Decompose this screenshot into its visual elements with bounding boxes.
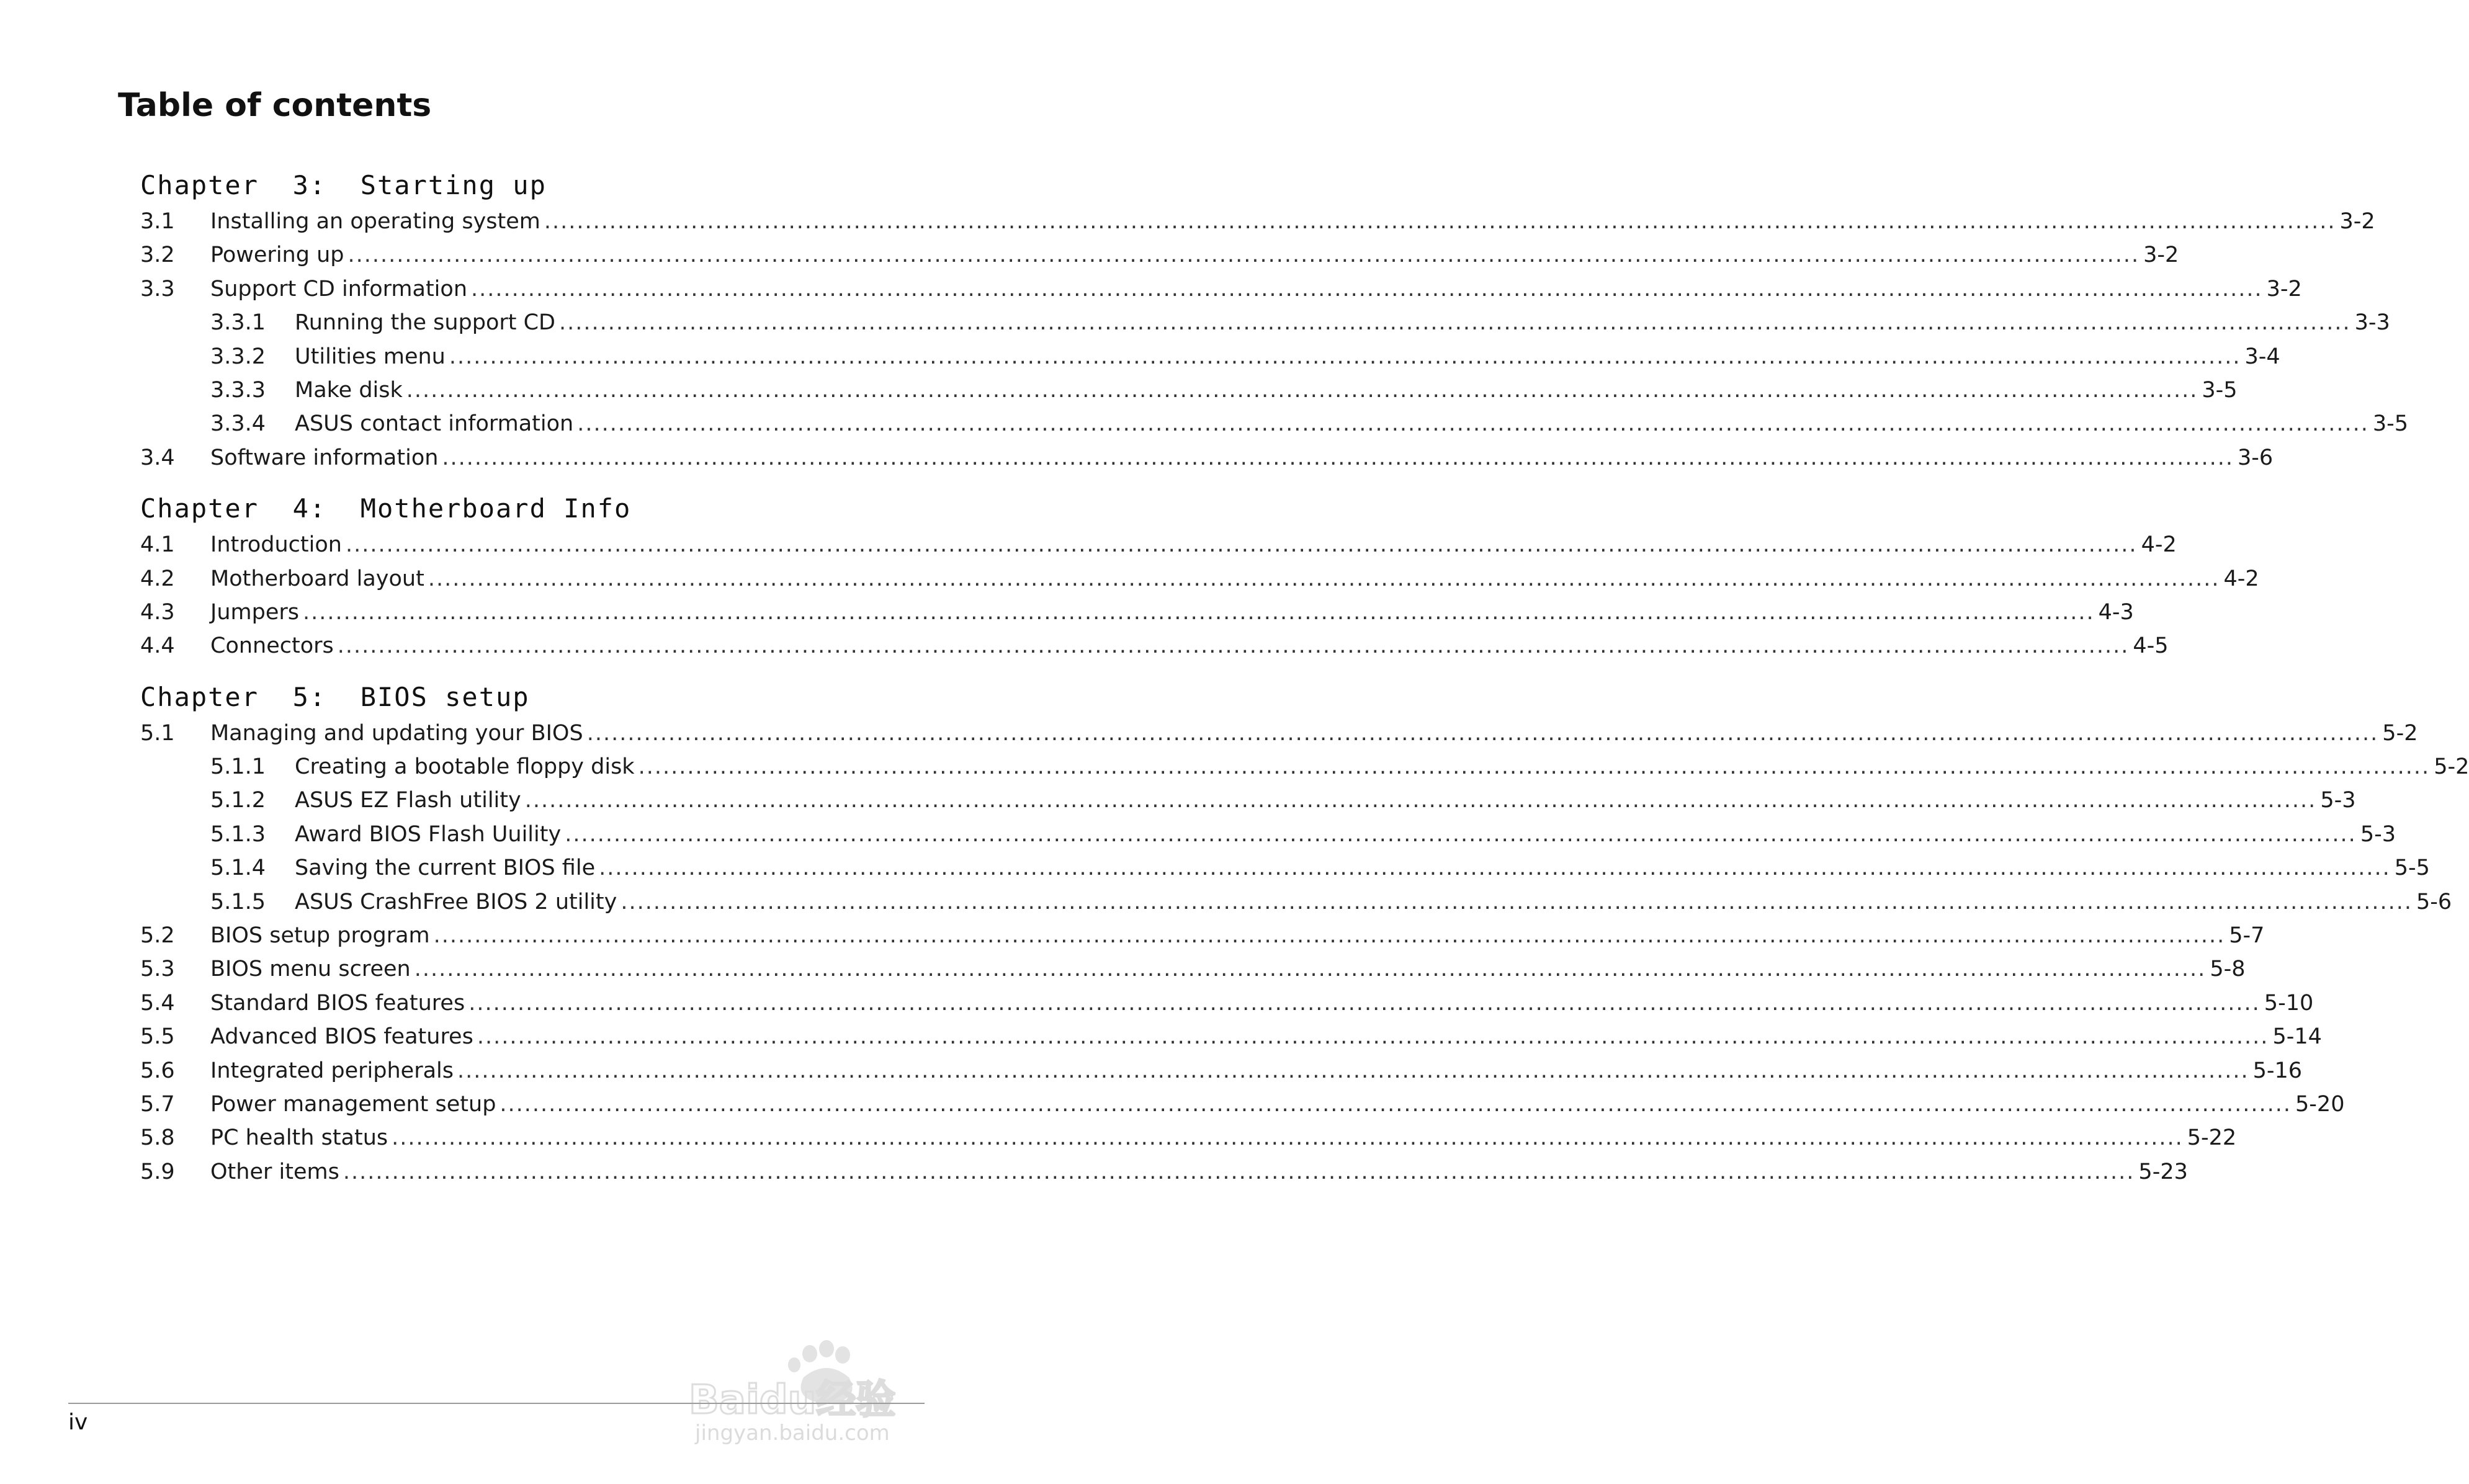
toc-entry[interactable]: [140, 562, 2259, 596]
toc-entry-page: 5-2: [2382, 720, 2418, 746]
toc-subsection-number: [140, 818, 295, 851]
baidu-paw-logo-icon: [689, 1340, 925, 1421]
dot-leader: ............................................................................................................................................................................................................................: [343, 1159, 2135, 1184]
toc-entry-title: Advanced BIOS features: [210, 1024, 473, 1050]
toc-entry[interactable]: [140, 596, 2134, 629]
toc-entry-page: 3-2: [2143, 243, 2179, 268]
toc-entry[interactable]: [140, 750, 2469, 784]
toc-entry-number: 5.1.4: [210, 856, 266, 881]
toc-entry[interactable]: [140, 407, 2409, 440]
toc-entry-page: 5-5: [2394, 856, 2430, 881]
dot-leader: ............................................................................................................................................................................................................................: [406, 377, 2198, 403]
toc-entry-title: Jumpers: [210, 599, 299, 625]
toc-entry-title: Award BIOS Flash Uuility: [295, 821, 562, 847]
watermark-url: jingyan.baidu.com: [695, 1421, 890, 1446]
dot-leader: ............................................................................................................................................................................................................................: [428, 566, 2220, 591]
toc-entry-page: 5-20: [2295, 1091, 2345, 1117]
toc-entry-page: 5-23: [2138, 1159, 2188, 1184]
toc-entry[interactable]: [140, 1121, 2237, 1155]
toc-entry-title: Other items: [210, 1159, 339, 1184]
toc-entry[interactable]: [140, 1155, 2188, 1189]
toc-entry[interactable]: [140, 919, 2265, 952]
chapter-spacer: [140, 475, 822, 489]
toc-entry-number: 5.6: [140, 1058, 175, 1083]
chapter-heading: Chapter 5: BIOS setup: [140, 681, 530, 712]
chapter-spacer: [140, 663, 822, 678]
dot-leader: ............................................................................................................................................................................................................................: [457, 1058, 2249, 1083]
dot-leader: ............................................................................................................................................................................................................................: [302, 599, 2095, 625]
toc-entry-title: ASUS CrashFree BIOS 2 utility: [295, 889, 617, 914]
toc-entry-number: 5.1: [140, 720, 175, 746]
toc-entry-page: 5-22: [2187, 1125, 2237, 1151]
toc-entry-number: 4.1: [140, 532, 175, 558]
watermark-logo-text: Baidu经验: [689, 1377, 896, 1423]
dot-leader: ............................................................................................................................................................................................................................: [577, 411, 2369, 437]
dot-leader: ............................................................................................................................................................................................................................: [638, 754, 2431, 780]
toc-entry-page: 5-10: [2264, 990, 2314, 1016]
dot-leader: ............................................................................................................................................................................................................................: [337, 633, 2130, 659]
toc-entry[interactable]: [140, 818, 2396, 851]
toc-entry-number: 5.5: [140, 1024, 175, 1050]
toc-entry-number: 3.3.3: [210, 377, 266, 403]
toc-subsection-number: [140, 750, 295, 784]
toc-entry-title: Running the support CD: [295, 310, 555, 336]
dot-leader: ............................................................................................................................................................................................................................: [449, 344, 2241, 369]
toc-entry-number: 4.2: [140, 566, 175, 591]
toc-entry[interactable]: [140, 1020, 2322, 1053]
toc-entry-page: 5-16: [2252, 1058, 2303, 1083]
toc-entry-title: Saving the current BIOS file: [295, 856, 596, 881]
toc-entry-number: 3.2: [140, 243, 175, 268]
toc-entry[interactable]: [140, 1088, 2345, 1121]
chapter-heading: Chapter 3: Starting up: [140, 170, 547, 200]
toc-entry-number: 5.2: [140, 923, 175, 949]
toc-entry-number: 5.1.5: [210, 889, 266, 914]
dot-leader: ............................................................................................................................................................................................................................: [524, 788, 2317, 813]
toc-entry-page: 5-6: [2416, 889, 2452, 914]
toc-entry-page: 5-2: [2434, 754, 2469, 780]
toc-entry[interactable]: [140, 629, 2169, 663]
toc-entry[interactable]: [140, 717, 2418, 750]
toc-entry[interactable]: [140, 205, 2375, 238]
toc-entry-page: 3-2: [2266, 276, 2302, 302]
toc-entry-title: Support CD information: [210, 276, 468, 302]
toc-entry-number: 5.4: [140, 990, 175, 1016]
toc-entry-number: 4.4: [140, 633, 175, 659]
dot-leader: ............................................................................................................................................................................................................................: [468, 990, 2261, 1016]
toc-entry[interactable]: [140, 441, 2274, 475]
toc-entry-number: 3.3.1: [210, 310, 266, 336]
toc-entry[interactable]: [140, 952, 2246, 986]
toc-entry-title: Powering up: [210, 243, 344, 268]
toc-entry-page: 3-6: [2238, 445, 2274, 470]
toc-entry-title: Standard BIOS features: [210, 990, 465, 1016]
footer-page-number: iv: [68, 1410, 88, 1435]
toc-entry[interactable]: [140, 851, 2430, 885]
toc-entry-number: 3.1: [140, 209, 175, 234]
toc-subsection-number: [140, 851, 295, 885]
toc-entry-page: 3-2: [2339, 209, 2375, 234]
toc-entry[interactable]: [140, 528, 2177, 561]
toc-subsection-number: [140, 340, 295, 373]
toc-entry-title: Software information: [210, 445, 439, 470]
toc-entry-title: PC health status: [210, 1125, 388, 1151]
dot-leader: ............................................................................................................................................................................................................................: [347, 243, 2140, 268]
toc-entry-number: 5.1.3: [210, 821, 266, 847]
toc-entry-page: 5-8: [2210, 957, 2246, 982]
toc-entry-page: 5-14: [2272, 1024, 2322, 1050]
toc-subsection-number: [140, 306, 295, 339]
toc-entry-page: 3-5: [2202, 377, 2238, 403]
toc-entry-title: Installing an operating system: [210, 209, 540, 234]
toc-entry-title: BIOS menu screen: [210, 957, 411, 982]
toc-entry[interactable]: [140, 238, 2179, 272]
dot-leader: ............................................................................................................................................................................................................................: [477, 1024, 2269, 1050]
toc-entry-page: 4-2: [2223, 566, 2259, 591]
toc-entry-title: ASUS contact information: [295, 411, 574, 437]
table-of-contents: [140, 166, 2469, 1189]
toc-entry[interactable]: [140, 340, 2280, 373]
toc-entry-title: ASUS EZ Flash utility: [295, 788, 521, 813]
dot-leader: ............................................................................................................................................................................................................................: [392, 1125, 2184, 1151]
dot-leader: ............................................................................................................................................................................................................................: [544, 209, 2336, 234]
toc-entry-number: 4.3: [140, 599, 175, 625]
chapter-heading: Chapter 4: Motherboard Info: [140, 493, 632, 524]
toc-entry-title: Motherboard layout: [210, 566, 424, 591]
toc-entry-page: 5-3: [2360, 821, 2396, 847]
dot-leader: ............................................................................................................................................................................................................................: [565, 821, 2357, 847]
toc-entry-page: 5-3: [2320, 788, 2356, 813]
dot-leader: ............................................................................................................................................................................................................................: [414, 957, 2207, 982]
toc-entry-number: 5.1.1: [210, 754, 266, 780]
toc-subsection-number: [140, 407, 295, 440]
toc-entry-title: Power management setup: [210, 1091, 496, 1117]
toc-entry-page: 3-3: [2354, 310, 2390, 336]
dot-leader: ............................................................................................................................................................................................................................: [500, 1091, 2292, 1117]
dot-leader: ............................................................................................................................................................................................................................: [345, 532, 2138, 558]
toc-entry-page: 4-3: [2098, 599, 2134, 625]
toc-entry[interactable]: [140, 1054, 2303, 1088]
toc-entry-title: Integrated peripherals: [210, 1058, 454, 1083]
toc-entry-title: Make disk: [295, 377, 403, 403]
toc-entry[interactable]: [140, 784, 2356, 817]
toc-entry[interactable]: [140, 885, 2452, 919]
dot-leader: ............................................................................................................................................................................................................................: [471, 276, 2263, 302]
toc-entry-title: Connectors: [210, 633, 334, 659]
toc-entry-number: 5.9: [140, 1159, 175, 1184]
dot-leader: ............................................................................................................................................................................................................................: [599, 856, 2391, 881]
toc-entry-number: 5.8: [140, 1125, 175, 1151]
toc-subsection-number: [140, 373, 295, 407]
toc-entry-page: 5-7: [2229, 923, 2265, 949]
toc-entry-number: 3.3.2: [210, 344, 266, 369]
dot-leader: ............................................................................................................................................................................................................................: [559, 310, 2351, 336]
dot-leader: ............................................................................................................................................................................................................................: [586, 720, 2379, 746]
toc-entry[interactable]: [140, 986, 2314, 1020]
toc-entry-page: 4-2: [2141, 532, 2177, 558]
dot-leader: ............................................................................................................................................................................................................................: [442, 445, 2234, 470]
toc-subsection-number: [140, 885, 295, 919]
toc-entry-title: Utilities menu: [295, 344, 446, 369]
toc-entry[interactable]: [140, 306, 2390, 339]
toc-entry-title: BIOS setup program: [210, 923, 430, 949]
page-title: Table of contents: [118, 87, 432, 124]
dot-leader: ............................................................................................................................................................................................................................: [433, 923, 2226, 949]
toc-entry-number: 3.3.4: [210, 411, 266, 437]
toc-entry-number: 3.4: [140, 445, 175, 470]
baidu-watermark: [689, 1340, 925, 1446]
toc-entry-page: 4-5: [2133, 633, 2169, 659]
toc-entry-number: 5.3: [140, 957, 175, 982]
toc-entry-number: 5.7: [140, 1091, 175, 1117]
toc-entry-page: 3-4: [2244, 344, 2280, 369]
toc-entry-number: 5.1.2: [210, 788, 266, 813]
toc-entry[interactable]: [140, 272, 2302, 306]
toc-entry-title: Creating a bootable floppy disk: [295, 754, 635, 780]
toc-subsection-number: [140, 784, 295, 817]
toc-entry-title: Introduction: [210, 532, 342, 558]
toc-entry[interactable]: [140, 373, 2238, 407]
toc-entry-page: 3-5: [2372, 411, 2409, 437]
dot-leader: ............................................................................................................................................................................................................................: [621, 889, 2413, 914]
toc-entry-number: 3.3: [140, 276, 175, 302]
toc-entry-title: Managing and updating your BIOS: [210, 720, 583, 746]
